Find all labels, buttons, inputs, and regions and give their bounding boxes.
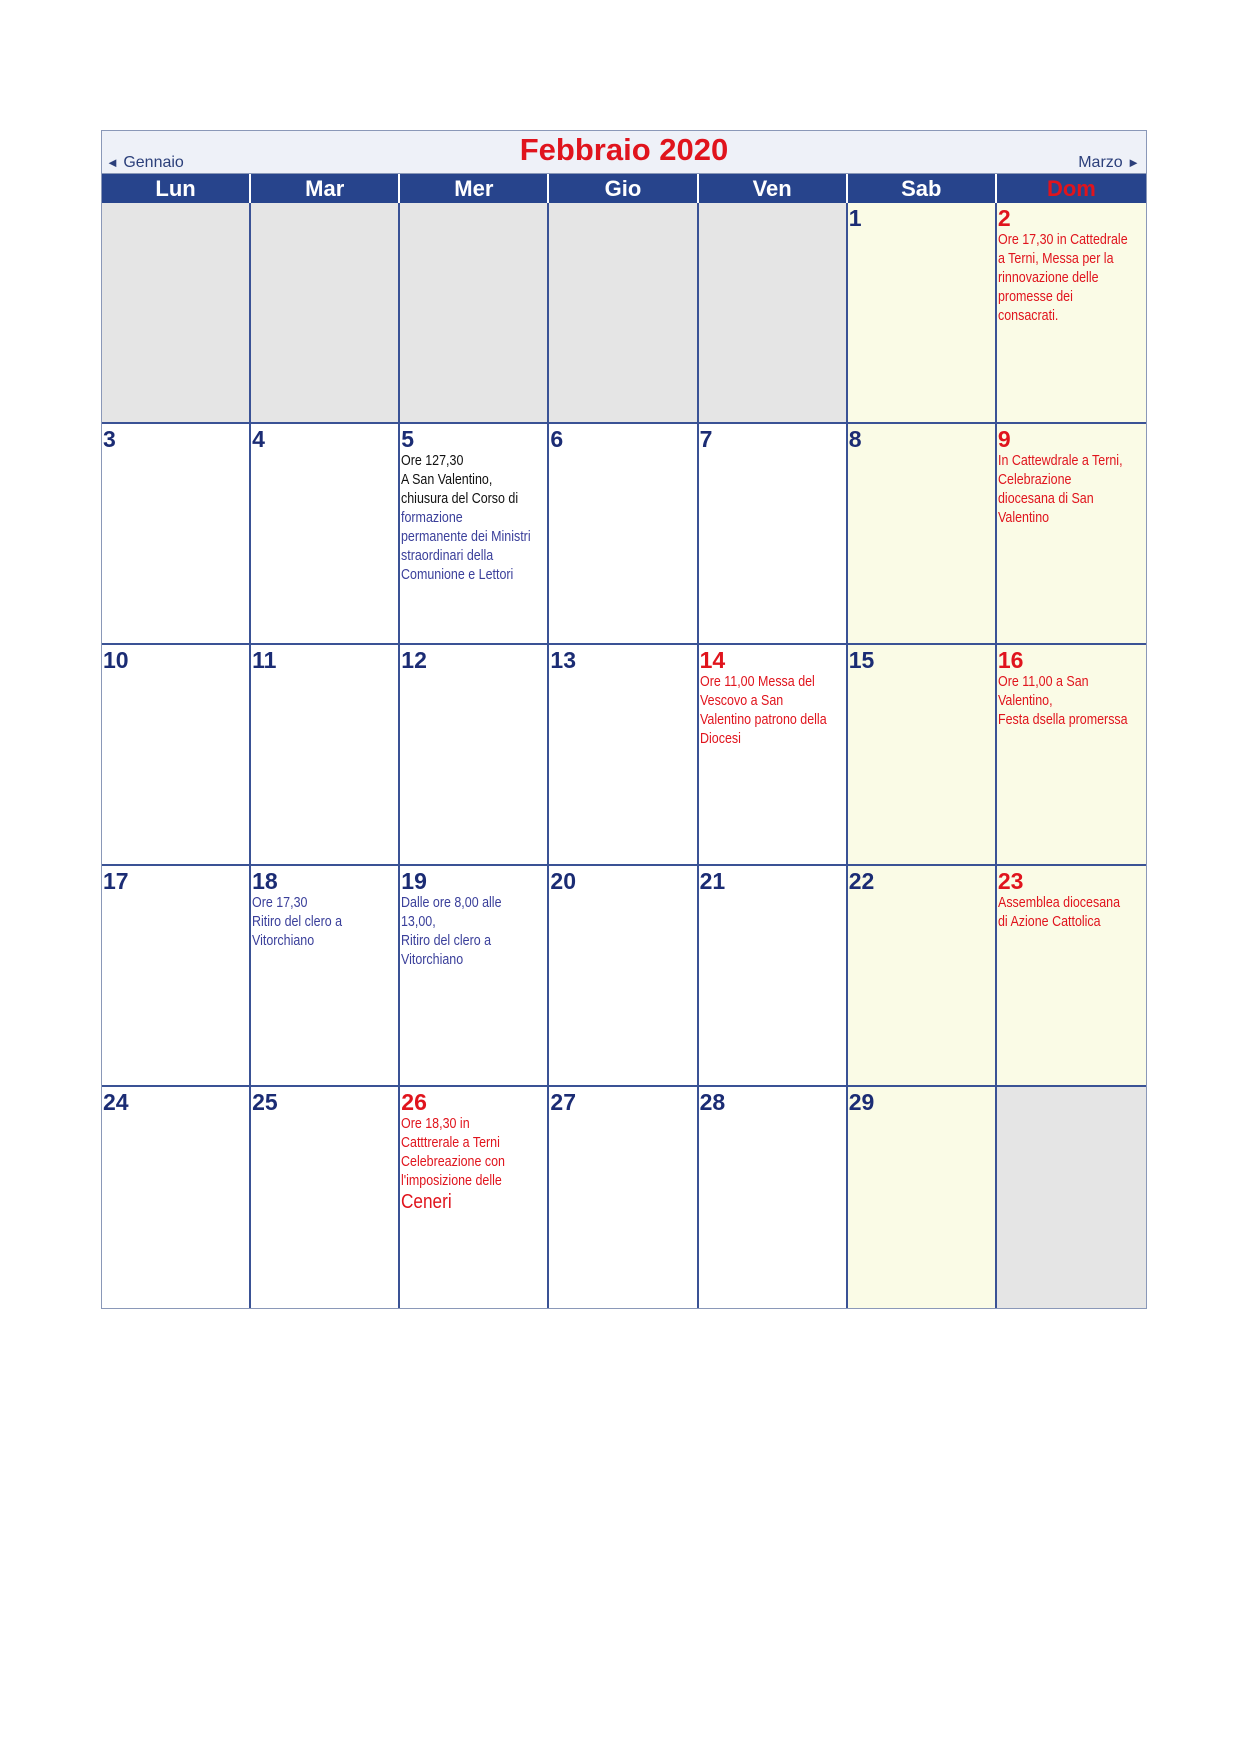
weekday-header: [102, 174, 1146, 203]
weekday-mon: Lun: [102, 174, 251, 203]
day-cell-empty: [997, 1087, 1146, 1308]
day-number: 17: [103, 868, 129, 894]
event-line: formazione: [401, 510, 463, 526]
day-cell-empty: [400, 203, 549, 424]
event-line: Ritiro del clero a: [401, 933, 492, 949]
event-line: Celebrazione: [997, 472, 1072, 488]
event-line: Ore 11,00 a San: [997, 674, 1089, 690]
month-title: Febbraio 2020: [519, 132, 729, 167]
day-number: 14: [699, 647, 726, 673]
day-number: 5: [401, 426, 415, 452]
day-number: 13: [550, 647, 577, 673]
day-cell-2[interactable]: [997, 203, 1146, 424]
next-month-link[interactable]: [1078, 154, 1140, 172]
event-line: di Azione Cattolica: [997, 914, 1101, 930]
event-line: Vescovo a San: [699, 693, 783, 709]
weekday-sun: Dom: [997, 174, 1146, 203]
day-number: 22: [848, 868, 875, 894]
day-number: 6: [550, 426, 564, 452]
day-number: 7: [699, 426, 713, 452]
prev-month-label: Gennaio: [123, 154, 184, 171]
day-cell-25[interactable]: [251, 1087, 400, 1308]
day-cell-17[interactable]: [102, 866, 251, 1087]
event-line: Vitorchiano: [252, 933, 315, 949]
event-line: Ore 17,30: [252, 895, 308, 911]
day-cell-13[interactable]: [549, 645, 698, 866]
event-line: Valentino: [997, 510, 1049, 526]
day-cell-1[interactable]: [848, 203, 997, 424]
day-number: 2: [997, 205, 1011, 231]
day-cell-18[interactable]: [251, 866, 400, 1087]
weekday-wed: Mer: [400, 174, 549, 203]
weekday-fri: Ven: [699, 174, 848, 203]
arrow-left-icon: ◄: [106, 155, 119, 170]
day-cell-20[interactable]: [549, 866, 698, 1087]
day-cell-27[interactable]: [549, 1087, 698, 1308]
day-number: 9: [997, 426, 1011, 452]
event-line: 13,00,: [401, 914, 436, 930]
event-note: [998, 452, 1145, 528]
day-cell-15[interactable]: [848, 645, 997, 866]
event-line: l'imposizione delle: [401, 1173, 503, 1189]
day-number: 18: [252, 868, 278, 894]
event-line: straordinari della: [401, 548, 494, 564]
day-cell-23[interactable]: [997, 866, 1146, 1087]
event-line: Assemblea diocesana: [997, 895, 1120, 911]
event-line: Ore 17,30 in Cattedrale: [997, 232, 1128, 248]
weekday-sat: Sab: [848, 174, 997, 203]
event-line: chiusura del Corso di: [401, 491, 519, 507]
day-number: 21: [699, 868, 726, 894]
event-highlight: Ceneri: [401, 1191, 452, 1213]
day-cell-9[interactable]: [997, 424, 1146, 645]
event-line: Diocesi: [699, 731, 741, 747]
event-note: [401, 894, 546, 970]
day-cell-29[interactable]: [848, 1087, 997, 1308]
day-cell-4[interactable]: [251, 424, 400, 645]
day-number: 23: [997, 868, 1024, 894]
days-grid: [102, 203, 1146, 1308]
day-cell-empty: [699, 203, 848, 424]
day-cell-10[interactable]: [102, 645, 251, 866]
day-number: 3: [103, 426, 116, 452]
day-number: 26: [401, 1089, 427, 1115]
event-line: Dalle ore 8,00 alle: [401, 895, 502, 911]
day-number: 19: [401, 868, 427, 894]
event-note: [700, 673, 845, 749]
calendar: [101, 130, 1147, 1309]
event-line: Vitorchiano: [401, 952, 464, 968]
event-line: consacrati.: [997, 308, 1059, 324]
weekday-tue: Mar: [251, 174, 400, 203]
next-month-label: Marzo: [1078, 154, 1123, 171]
event-note: [401, 452, 546, 585]
day-cell-8[interactable]: [848, 424, 997, 645]
event-line: Comunione e Lettori: [401, 567, 514, 583]
day-cell-16[interactable]: [997, 645, 1146, 866]
title-bar: [102, 131, 1146, 174]
day-number: 28: [699, 1089, 726, 1115]
day-cell-14[interactable]: [699, 645, 848, 866]
event-line: Ritiro del clero a: [252, 914, 343, 930]
event-line: Ore 11,00 Messa del: [699, 674, 815, 690]
event-note: [998, 673, 1145, 730]
event-note: [252, 894, 397, 951]
event-line: Celebreazione con: [401, 1154, 506, 1170]
weekday-thu: Gio: [549, 174, 698, 203]
day-cell-empty: [251, 203, 400, 424]
day-cell-24[interactable]: [102, 1087, 251, 1308]
event-line: Catttrerale a Terni: [401, 1135, 501, 1151]
event-line: A San Valentino,: [401, 472, 493, 488]
day-number: 25: [252, 1089, 278, 1115]
event-line: permanente dei Ministri: [401, 529, 531, 545]
day-cell-7[interactable]: [699, 424, 848, 645]
event-line: rinnovazione delle: [997, 270, 1099, 286]
event-line: Valentino patrono della: [699, 712, 827, 728]
day-number: 8: [848, 426, 862, 452]
event-note: [401, 1115, 546, 1213]
day-number: 24: [103, 1089, 129, 1115]
event-line: diocesana di San: [997, 491, 1094, 507]
day-cell-5[interactable]: [400, 424, 549, 645]
event-line: a Terni, Messa per la: [997, 251, 1114, 267]
day-number: 12: [401, 647, 427, 673]
day-number: 29: [848, 1089, 875, 1115]
event-line: Ore 127,30: [401, 453, 464, 469]
event-line: In Cattewdrale a Terni,: [997, 453, 1123, 469]
event-line: promesse dei: [997, 289, 1073, 305]
day-cell-empty: [549, 203, 698, 424]
day-number: 4: [252, 426, 265, 452]
event-note: [998, 894, 1145, 932]
day-number: 11: [252, 647, 277, 673]
day-cell-12[interactable]: [400, 645, 549, 866]
day-number: 20: [550, 868, 577, 894]
day-cell-11[interactable]: [251, 645, 400, 866]
day-cell-6[interactable]: [549, 424, 698, 645]
day-number: 10: [103, 647, 129, 673]
event-note: [998, 231, 1145, 326]
day-number: 15: [848, 647, 875, 673]
day-number: 1: [848, 205, 862, 231]
arrow-right-icon: ►: [1127, 155, 1140, 170]
event-line: Valentino,: [997, 693, 1053, 709]
day-number: 16: [997, 647, 1024, 673]
day-cell-21[interactable]: [699, 866, 848, 1087]
event-line: Ore 18,30 in: [401, 1116, 470, 1132]
day-number: 27: [550, 1089, 577, 1115]
day-cell-empty: [102, 203, 251, 424]
day-cell-26[interactable]: [400, 1087, 549, 1308]
day-cell-19[interactable]: [400, 866, 549, 1087]
day-cell-3[interactable]: [102, 424, 251, 645]
day-cell-28[interactable]: [699, 1087, 848, 1308]
day-cell-22[interactable]: [848, 866, 997, 1087]
event-line: Festa dsella promerssa: [997, 712, 1128, 728]
